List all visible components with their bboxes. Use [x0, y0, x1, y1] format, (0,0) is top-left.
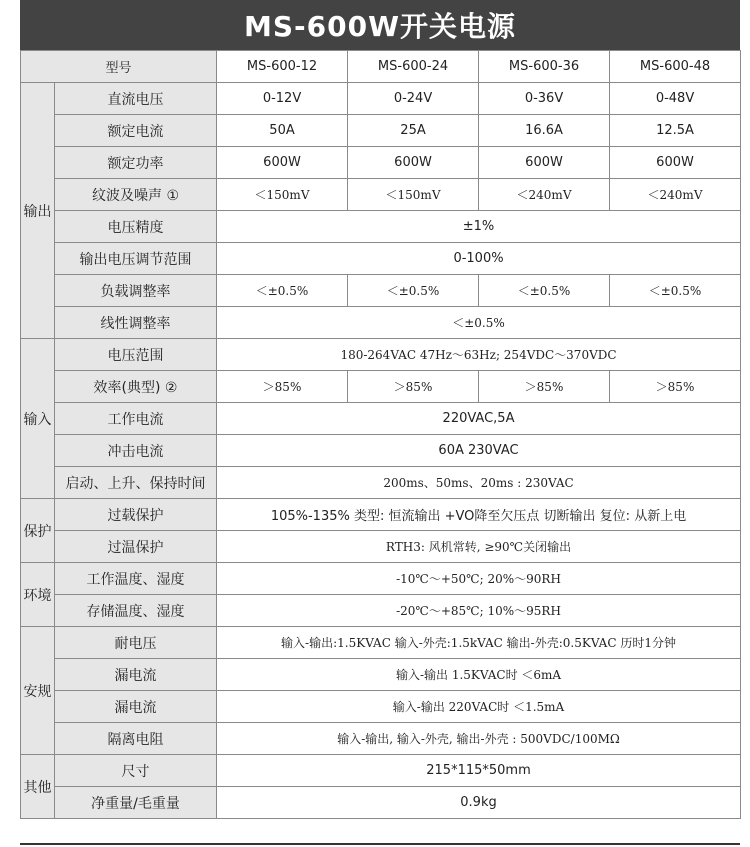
row-label: 额定功率	[55, 147, 217, 179]
group-label: 环境	[21, 563, 55, 627]
table-row	[21, 275, 741, 307]
row-value: 12.5A	[610, 115, 741, 147]
row-value: 60A 230VAC	[217, 435, 741, 467]
row-value: 0.9kg	[217, 787, 741, 819]
row-value: 0-12V	[217, 83, 348, 115]
row-value: 600W	[348, 147, 479, 179]
group-label: 输出	[21, 83, 55, 339]
row-value: ＜±0.5%	[479, 275, 610, 307]
row-value: ±1%	[217, 211, 741, 243]
row-value: 50A	[217, 115, 348, 147]
spec-table	[20, 50, 741, 819]
row-value: 16.6A	[479, 115, 610, 147]
header-model: MS-600-12	[217, 51, 348, 83]
row-label: 线性调整率	[55, 307, 217, 339]
row-label: 过温保护	[55, 531, 217, 563]
row-value: ＜±0.5%	[217, 275, 348, 307]
row-value: ＜150mV	[217, 179, 348, 211]
header-model: MS-600-36	[479, 51, 610, 83]
row-label: 直流电压	[55, 83, 217, 115]
row-value: ＜240mV	[610, 179, 741, 211]
row-label: 工作温度、湿度	[55, 563, 217, 595]
table-row	[21, 627, 741, 659]
row-value: 25A	[348, 115, 479, 147]
row-value: ＜±0.5%	[348, 275, 479, 307]
table-row	[21, 307, 741, 339]
row-label: 电压范围	[55, 339, 217, 371]
table-row	[21, 563, 741, 595]
table-row	[21, 595, 741, 627]
table-row	[21, 115, 741, 147]
table-row	[21, 83, 741, 115]
row-label: 输出电压调节范围	[55, 243, 217, 275]
row-label: 净重量/毛重量	[55, 787, 217, 819]
row-value: 0-48V	[610, 83, 741, 115]
header-label: 型号	[21, 51, 217, 83]
row-label: 耐电压	[55, 627, 217, 659]
row-value: ＜±0.5%	[217, 307, 741, 339]
table-row	[21, 467, 741, 499]
group-label: 输入	[21, 339, 55, 499]
row-label: 负载调整率	[55, 275, 217, 307]
row-value: 215*115*50mm	[217, 755, 741, 787]
table-row	[21, 787, 741, 819]
row-value: -10℃～+50℃; 20%～90RH	[217, 563, 741, 595]
row-label: 效率(典型) ②	[55, 371, 217, 403]
spec-table-body	[21, 51, 741, 819]
row-value: 0-36V	[479, 83, 610, 115]
row-value: 输入-输出:1.5KVAC 输入-外壳:1.5kVAC 输出-外壳:0.5KVAC 历时1分钟	[217, 627, 741, 659]
table-row	[21, 147, 741, 179]
row-value: ＞85%	[610, 371, 741, 403]
row-label: 纹波及噪声 ①	[55, 179, 217, 211]
row-value: 600W	[610, 147, 741, 179]
row-value: ＜±0.5%	[610, 275, 741, 307]
table-row	[21, 371, 741, 403]
row-label: 尺寸	[55, 755, 217, 787]
row-value: -20℃～+85℃; 10%～95RH	[217, 595, 741, 627]
group-label: 安规	[21, 627, 55, 755]
bottom-divider	[20, 843, 740, 845]
row-label: 漏电流	[55, 691, 217, 723]
table-row	[21, 691, 741, 723]
row-value: 输入-输出 220VAC时 ＜1.5mA	[217, 691, 741, 723]
row-value: 0-100%	[217, 243, 741, 275]
group-label: 保护	[21, 499, 55, 563]
row-value: 200ms、50ms、20ms : 230VAC	[217, 467, 741, 499]
row-label: 漏电流	[55, 659, 217, 691]
table-row	[21, 499, 741, 531]
row-value: 600W	[217, 147, 348, 179]
header-model: MS-600-48	[610, 51, 741, 83]
row-value: 105%-135% 类型: 恒流输出 +VO降至欠压点 切断输出 复位: 从新上电	[217, 499, 741, 531]
row-value: 180-264VAC 47Hz～63Hz; 254VDC～370VDC	[217, 339, 741, 371]
row-value: ＞85%	[479, 371, 610, 403]
row-value: RTH3: 风机常转, ≥90℃关闭输出	[217, 531, 741, 563]
row-value: 600W	[479, 147, 610, 179]
row-label: 存储温度、湿度	[55, 595, 217, 627]
table-row	[21, 435, 741, 467]
group-label: 其他	[21, 755, 55, 819]
row-label: 电压精度	[55, 211, 217, 243]
row-label: 额定电流	[55, 115, 217, 147]
row-label: 工作电流	[55, 403, 217, 435]
table-row	[21, 755, 741, 787]
table-row	[21, 339, 741, 371]
row-value: ＜240mV	[479, 179, 610, 211]
table-row	[21, 723, 741, 755]
row-label: 过载保护	[55, 499, 217, 531]
table-row	[21, 531, 741, 563]
row-value: 0-24V	[348, 83, 479, 115]
row-value: ＞85%	[348, 371, 479, 403]
row-value: 220VAC,5A	[217, 403, 741, 435]
row-label: 冲击电流	[55, 435, 217, 467]
table-header-row	[21, 51, 741, 83]
header-model: MS-600-24	[348, 51, 479, 83]
row-value: ＜150mV	[348, 179, 479, 211]
table-row	[21, 179, 741, 211]
row-value: 输入-输出 1.5KVAC时 ＜6mA	[217, 659, 741, 691]
table-row	[21, 659, 741, 691]
table-row	[21, 243, 741, 275]
row-value: 输入-输出, 输入-外壳, 输出-外壳 : 500VDC/100MΩ	[217, 723, 741, 755]
table-row	[21, 211, 741, 243]
page-title: MS-600W开关电源	[20, 0, 740, 50]
table-row	[21, 403, 741, 435]
row-label: 启动、上升、保持时间	[55, 467, 217, 499]
row-label: 隔离电阻	[55, 723, 217, 755]
row-value: ＞85%	[217, 371, 348, 403]
